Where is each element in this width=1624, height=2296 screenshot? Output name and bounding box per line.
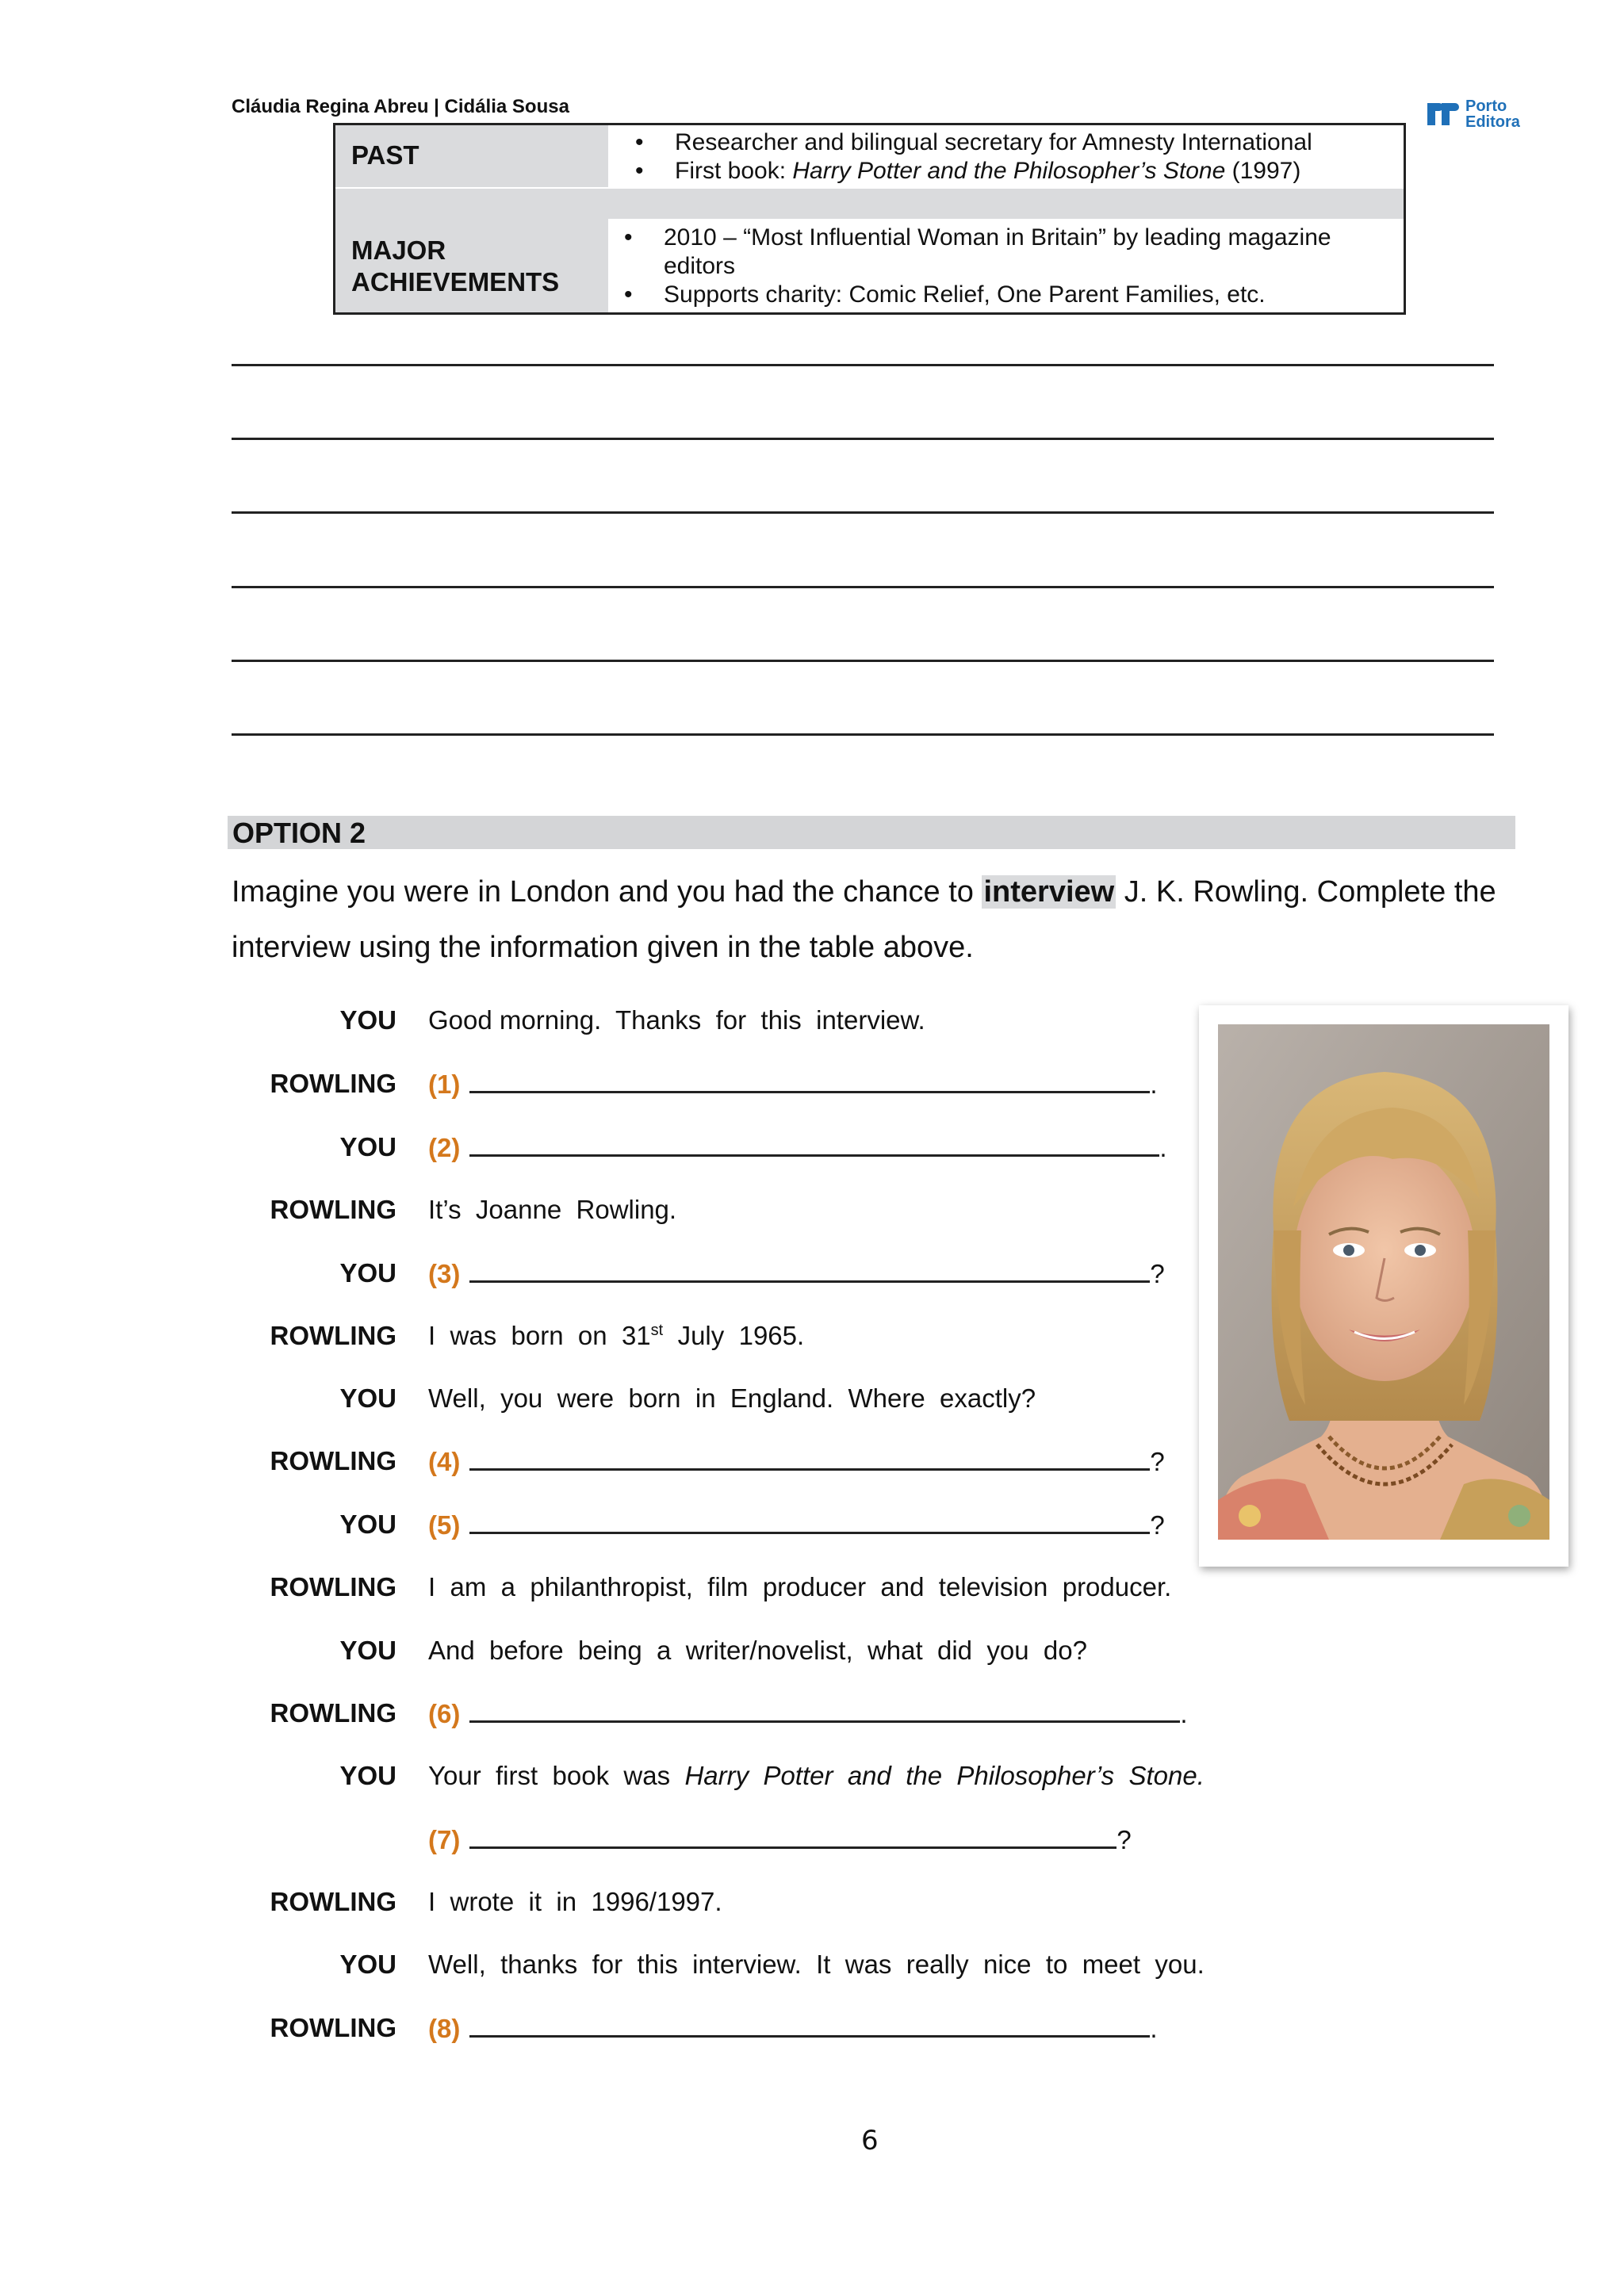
page-number: 6 xyxy=(861,2125,879,2156)
punctuation: ? xyxy=(1150,1447,1165,1476)
answer-blank[interactable] xyxy=(469,1446,1150,1471)
answer-number: (4) xyxy=(428,1447,461,1476)
past-item: • First book: Harry Potter and the Philosopher’s Stone (1997) xyxy=(675,157,1404,186)
dialogue-line xyxy=(0,1195,1189,1233)
answer-blank[interactable] xyxy=(469,1258,1150,1283)
speech-text xyxy=(428,1698,1188,1729)
logo-text-line2: Editora xyxy=(1465,113,1520,131)
dialogue-line xyxy=(0,1950,1205,1988)
answer-number: (2) xyxy=(428,1133,461,1162)
dialogue-line xyxy=(0,1005,1189,1043)
dialogue-line xyxy=(0,1824,1189,1862)
answer-number: (6) xyxy=(428,1699,461,1728)
answer-blank[interactable] xyxy=(469,2013,1150,2038)
punctuation: . xyxy=(1150,2014,1158,2043)
dialogue-line xyxy=(0,1572,1189,1610)
speech-text: Well, thanks for this interview. It was really nice to meet you. xyxy=(428,1950,1205,1979)
speech-text: Good morning. Thanks for this interview. xyxy=(428,1005,925,1035)
punctuation: ? xyxy=(1150,1510,1165,1540)
past-item: • Researcher and bilingual secretary for Amnesty International xyxy=(675,128,1404,157)
speaker-label: YOU xyxy=(339,1005,396,1035)
book-title: Harry Potter and the Philosopher’s Stone xyxy=(792,158,1226,184)
speaker-label: YOU xyxy=(339,1510,396,1539)
writing-line[interactable] xyxy=(232,586,1494,588)
logo-text-line1: Porto xyxy=(1465,98,1507,115)
dialogue-line xyxy=(0,1258,1189,1296)
speaker-label: ROWLING xyxy=(270,1698,396,1728)
speaker-label: YOU xyxy=(339,1950,396,1979)
dialogue-line xyxy=(0,1132,1189,1170)
punctuation: . xyxy=(1180,1699,1188,1728)
speech-text xyxy=(428,1069,1158,1100)
dialogue-line xyxy=(0,1698,1189,1736)
speech-text: Your first book was Harry Potter and the Philosopher’s Stone. xyxy=(428,1761,1205,1790)
dialogue-line xyxy=(0,1383,1189,1422)
speaker-label: YOU xyxy=(339,1636,396,1665)
dialogue-line xyxy=(0,1321,1189,1359)
answer-blank[interactable] xyxy=(469,1069,1150,1093)
highlighted-word: interview xyxy=(983,875,1115,909)
past-label: PAST xyxy=(335,125,608,187)
dialogue-line xyxy=(0,1069,1189,1107)
answer-number: (3) xyxy=(428,1259,461,1288)
speaker-label: ROWLING xyxy=(270,1195,396,1224)
speech-text xyxy=(428,1446,1165,1477)
dialogue-line xyxy=(0,2013,1189,2051)
answer-number: (5) xyxy=(428,1510,461,1540)
punctuation: ? xyxy=(1150,1259,1165,1288)
dialogue-line xyxy=(0,1636,1189,1674)
writing-line[interactable] xyxy=(232,511,1494,514)
writing-line[interactable] xyxy=(232,438,1494,440)
speaker-label: ROWLING xyxy=(270,1446,396,1475)
speech-text: And before being a writer/novelist, what did you do? xyxy=(428,1636,1087,1665)
speaker-label: YOU xyxy=(339,1383,396,1413)
writing-line[interactable] xyxy=(232,364,1494,366)
speech-text: I was born on 31st July 1965. xyxy=(428,1321,805,1350)
speaker-label: ROWLING xyxy=(270,2013,396,2042)
punctuation: ? xyxy=(1116,1825,1132,1854)
answer-number: (7) xyxy=(428,1825,461,1854)
punctuation: . xyxy=(1150,1070,1158,1099)
speaker-label: YOU xyxy=(339,1761,396,1790)
speaker-label: ROWLING xyxy=(270,1887,396,1916)
speech-text xyxy=(428,1510,1165,1540)
info-table xyxy=(333,123,1406,315)
answer-blank[interactable] xyxy=(469,1698,1180,1723)
photo-frame xyxy=(1199,1005,1568,1567)
speaker-label: ROWLING xyxy=(270,1069,396,1098)
speech-text: It’s Joanne Rowling. xyxy=(428,1195,677,1224)
speech-text: I am a philanthropist, film producer and television producer. xyxy=(428,1572,1172,1601)
answer-blank[interactable] xyxy=(469,1824,1116,1849)
speaker-label: ROWLING xyxy=(270,1572,396,1601)
table-row-major xyxy=(335,219,1404,312)
speech-text: I wrote it in 1996/1997. xyxy=(428,1887,722,1916)
porto-editora-logo xyxy=(1427,98,1520,130)
answer-blank[interactable] xyxy=(469,1510,1150,1534)
authors-header: Cláudia Regina Abreu | Cidália Sousa xyxy=(232,96,569,117)
dialogue-line xyxy=(0,1510,1189,1548)
dialogue-line xyxy=(0,1887,1189,1925)
major-item: • Supports charity: Comic Relief, One Parent Families, etc. xyxy=(664,281,1372,309)
writing-line[interactable] xyxy=(232,733,1494,736)
dialogue-line xyxy=(0,1761,1205,1799)
jk-rowling-photo xyxy=(1218,1024,1549,1540)
speech-text xyxy=(428,1824,1132,1855)
speech-text xyxy=(428,2013,1158,2044)
speaker-label: YOU xyxy=(339,1132,396,1161)
punctuation: . xyxy=(1159,1133,1167,1162)
dialogue-line xyxy=(0,1446,1189,1484)
speech-text: Well, you were born in England. Where exactly? xyxy=(428,1383,1036,1413)
porto-editora-logo-icon xyxy=(1427,100,1461,128)
speaker-label: ROWLING xyxy=(270,1321,396,1350)
option-title: OPTION 2 xyxy=(232,817,366,849)
answer-number: (8) xyxy=(428,2014,461,2043)
major-achievements-label: MAJOR ACHIEVEMENTS xyxy=(335,219,608,312)
book-title: Harry Potter and the Philosopher’s Stone. xyxy=(684,1761,1205,1790)
major-item: • 2010 – “Most Influential Woman in Britain” by leading magazine editors xyxy=(664,224,1372,281)
writing-line[interactable] xyxy=(232,660,1494,662)
instructions: Imagine you were in London and you had the chance to interview J. K. Rowling. Complete the interview using the information given in the table above. xyxy=(232,875,1496,964)
answer-blank[interactable] xyxy=(469,1132,1159,1157)
option-heading-bar xyxy=(228,816,1515,849)
speech-text xyxy=(428,1132,1167,1163)
speaker-label: YOU xyxy=(339,1258,396,1288)
table-row-past xyxy=(335,125,1404,189)
answer-number: (1) xyxy=(428,1070,461,1099)
speech-text xyxy=(428,1258,1165,1289)
